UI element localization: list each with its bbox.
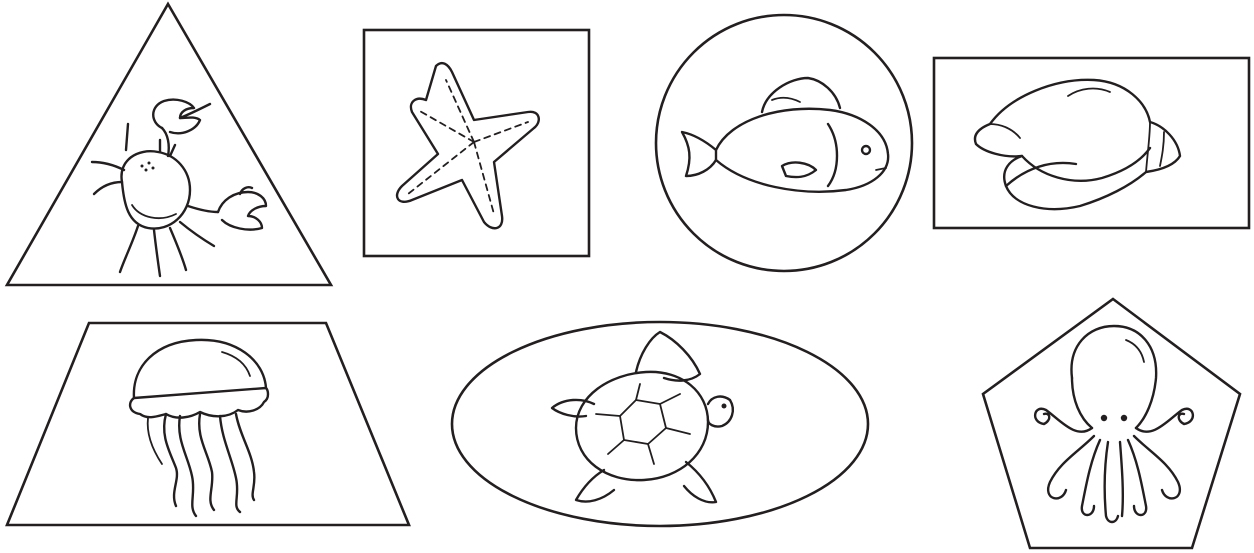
sea-turtle-icon bbox=[552, 332, 733, 502]
circle-card bbox=[656, 15, 912, 271]
square-frame bbox=[364, 30, 589, 256]
pentagon-card bbox=[983, 299, 1240, 548]
trapezoid-card bbox=[7, 323, 409, 525]
jellyfish-icon bbox=[130, 340, 268, 516]
starfish-icon bbox=[397, 63, 539, 228]
octopus-icon bbox=[1035, 326, 1193, 522]
oval-card bbox=[452, 322, 868, 526]
trapezoid-frame bbox=[7, 323, 409, 525]
fish-icon bbox=[682, 78, 888, 192]
pentagon-frame bbox=[983, 299, 1240, 548]
circle-frame bbox=[656, 15, 912, 271]
oval-frame bbox=[452, 322, 868, 526]
rectangle-card bbox=[934, 58, 1249, 228]
square-card bbox=[364, 30, 589, 256]
triangle-card bbox=[7, 4, 331, 285]
seashell-icon bbox=[975, 80, 1180, 209]
